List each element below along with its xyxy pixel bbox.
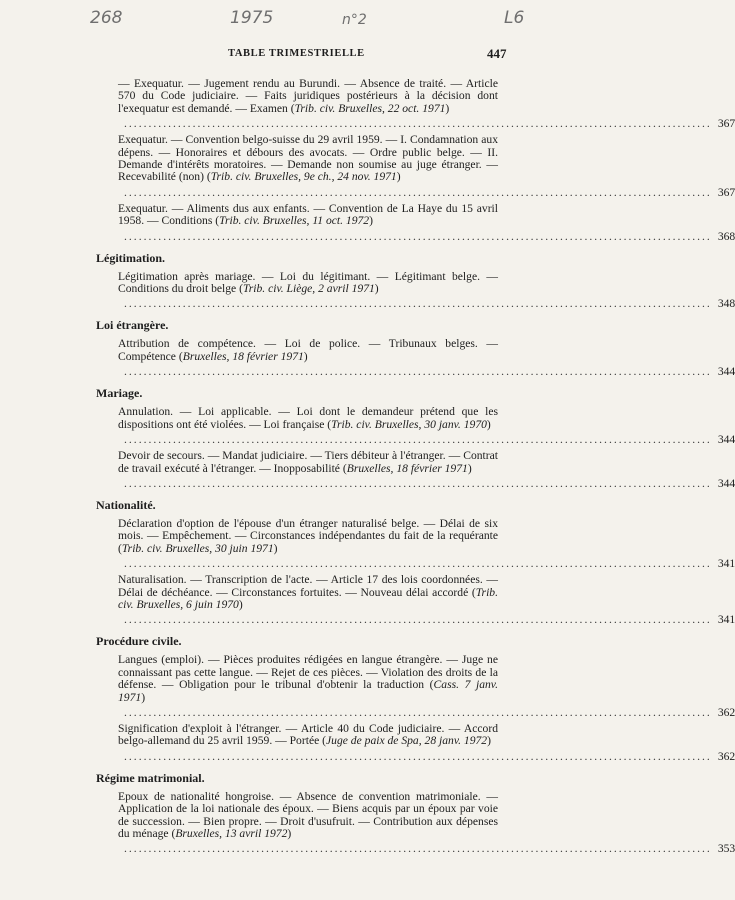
index-content — [96, 77, 735, 859]
dot-leader: ........................................................................................................................ — [124, 705, 712, 719]
section-heading: Mariage. — [96, 386, 143, 401]
citation-close: ) — [369, 214, 373, 228]
index-section — [96, 497, 735, 627]
citation-open: ( — [206, 170, 211, 184]
handwritten-note: 268 — [90, 8, 123, 28]
index-entry — [96, 133, 735, 199]
index-section — [96, 318, 735, 379]
entry-text — [96, 791, 506, 841]
dot-leader: ........................................................................................................................ — [124, 229, 712, 243]
entry-citation: Cass. 7 janv. 1971 — [118, 678, 498, 704]
entry-text — [96, 203, 506, 228]
index-entry — [96, 653, 735, 719]
handwritten-note: n°2 — [342, 12, 367, 28]
index-section — [96, 770, 735, 856]
dot-leader: ........................................................................................................................ — [124, 297, 712, 311]
page-reference-line — [96, 229, 735, 243]
index-entry — [96, 721, 735, 763]
citation-close: ) — [141, 690, 146, 704]
entry-text — [96, 574, 506, 611]
page-reference-line — [96, 117, 735, 131]
entry-citation: Trib. civ. Bruxelles, 6 juin 1970 — [118, 585, 498, 611]
citation-open: ( — [118, 541, 122, 555]
entry-page-number: 341 — [717, 557, 735, 571]
citation-close: ) — [287, 827, 292, 840]
entry-citation: Juge de paix de Spa, 28 janv. 1972 — [326, 734, 488, 748]
index-section — [96, 634, 735, 763]
entry-citation: Trib. civ. Liège, 2 avril 1971 — [242, 282, 375, 296]
citation-open: ( — [327, 417, 332, 431]
entry-body: Langues (emploi). — Pièces produites rédigées en langue étrangère. — Juge ne connaissant pas cette langue. — Rejet de ces pièces. — Violation des droits de la défense. — Obligation pour le tribunal d'obtenir la traduction — [118, 653, 498, 692]
citation-close: ) — [467, 461, 472, 475]
index-section — [96, 77, 735, 243]
entry-body: Attribution de compétence. — Loi de police. — Tribunaux belges. — Compétence — [118, 337, 498, 363]
entry-page-number: 341 — [717, 613, 735, 627]
citation-open: ( — [178, 349, 183, 363]
page-reference-line — [96, 705, 735, 719]
entry-citation: Trib. civ. Bruxelles, 30 juin 1971 — [121, 541, 274, 555]
entry-text — [96, 654, 506, 704]
running-head: TABLE TRIMESTRIELLE — [228, 48, 365, 59]
index-entry — [96, 269, 735, 311]
entry-body: Exequatur. — Convention belgo-suisse du 29 avril 1959. — I. Condamnation aux dépens. — Honoraires et débours des avocats. — Ordre public belge. — II. Demande d'intérêts moratoires. — Demande non soumise au juge étranger. — Recevabilité (non) — [118, 133, 498, 184]
entry-citation: Trib. civ. Bruxelles, 30 janv. 1970 — [331, 417, 487, 431]
citation-close: ) — [445, 101, 450, 115]
entry-citation: Bruxelles, 18 février 1971 — [346, 461, 468, 475]
dot-leader: ........................................................................................................................ — [124, 613, 712, 627]
index-entry — [96, 789, 735, 856]
page-reference-line — [96, 433, 735, 447]
citation-close: ) — [238, 597, 243, 611]
index-entry — [96, 77, 735, 131]
page-reference-line — [96, 365, 735, 379]
dot-leader: ........................................................................................................................ — [124, 749, 712, 763]
dot-leader: ........................................................................................................................ — [124, 433, 712, 447]
section-heading: Régime matrimonial. — [96, 770, 205, 785]
index-entry — [96, 516, 735, 571]
entry-citation: Bruxelles, 13 avril 1972 — [175, 827, 288, 840]
entry-body: Déclaration d'option de l'épouse d'un étranger naturalisé belge. — Délai de six mois. — Empêchement. — Circonstances indépendantes du fait de la requérante — [118, 516, 498, 543]
page-reference-line — [96, 749, 735, 763]
entry-text — [96, 338, 506, 363]
index-entry — [96, 201, 735, 243]
citation-close: ) — [273, 541, 278, 555]
entry-body: Légitimation après mariage. — Loi du légitimant. — Légitimant belge. — Conditions du droit belge — [118, 269, 498, 296]
index-section — [96, 250, 735, 311]
entry-citation: Trib. civ. Bruxelles, 11 oct. 1972 — [219, 214, 370, 228]
entry-page-number: 367 — [717, 117, 735, 131]
index-entry — [96, 449, 735, 490]
entry-body: Epoux de nationalité hongroise. — Absence de convention matrimoniale. — Application de la loi nationale des époux. — Biens acquis par un époux par voie de succession. — Bien propre. — Droit d'usufruit. — Contribution aux dépenses du ménage — [118, 789, 498, 840]
entry-citation: Trib. civ. Bruxelles, 9e ch., 24 nov. 1971 — [210, 170, 397, 184]
entry-body: Signification d'exploit à l'étranger. — Article 40 du Code judiciaire. — Accord belgo-allemand du 25 avril 1959. — Portée — [118, 721, 498, 748]
citation-close: ) — [486, 417, 491, 431]
entry-text — [96, 450, 506, 475]
page-number: 447 — [487, 46, 507, 61]
entry-text — [96, 723, 506, 748]
dot-leader: ........................................................................................................................ — [124, 117, 712, 131]
entry-citation: Trib. civ. Bruxelles, 22 oct. 1971 — [294, 101, 446, 115]
handwritten-note: 1975 — [230, 8, 274, 28]
page-reference-line — [96, 476, 735, 490]
citation-close: ) — [396, 170, 401, 184]
entry-body: Naturalisation. — Transcription de l'acte. — Article 17 des lois coordonnées. — Délai de déchéance. — Circonstances fortuites. — Nouveau délai accordé — [118, 573, 498, 599]
index-section — [96, 386, 735, 490]
entry-text — [96, 406, 506, 431]
page-reference-line — [96, 842, 735, 856]
handwritten-note: L6 — [504, 8, 525, 28]
page-reference-line — [96, 557, 735, 571]
section-heading: Loi étrangère. — [96, 318, 169, 333]
citation-close: ) — [303, 349, 308, 363]
page-reference-line — [96, 185, 735, 199]
entry-page-number: 348 — [717, 297, 735, 311]
citation-open: ( — [239, 282, 243, 296]
entry-page-number: 353 — [717, 842, 735, 856]
entry-text — [96, 78, 506, 115]
citation-close: ) — [487, 734, 491, 748]
entry-body: — Exequatur. — Jugement rendu au Burundi. — Absence de traité. — Article 570 du Code judiciaire. — Faits juridiques postérieurs à la décision dont l'exequatur est demandé. — Examen — [118, 77, 498, 115]
citation-open: ( — [322, 734, 327, 748]
citation-open: ( — [290, 101, 295, 115]
section-heading: Procédure civile. — [96, 634, 182, 649]
index-entry — [96, 573, 735, 627]
entry-text — [96, 518, 506, 555]
entry-body: Exequatur. — Aliments dus aux enfants. — Convention de La Haye du 15 avril 1958. — Conditions — [118, 201, 498, 228]
entry-page-number: 344 — [717, 433, 735, 447]
entry-page-number: 362 — [717, 705, 735, 719]
index-entry — [96, 405, 735, 447]
dot-leader: ........................................................................................................................ — [124, 842, 712, 856]
citation-open: ( — [429, 678, 434, 692]
entry-text — [96, 271, 506, 296]
citation-open: ( — [342, 461, 347, 475]
entry-page-number: 367 — [717, 185, 735, 199]
citation-open: ( — [471, 585, 476, 599]
index-entry — [96, 337, 735, 379]
citation-open: ( — [215, 214, 220, 228]
citation-close: ) — [374, 282, 379, 296]
dot-leader: ........................................................................................................................ — [124, 365, 712, 379]
entry-body: Annulation. — Loi applicable. — Loi dont le demandeur prétend que les dispositions ont été violées. — Loi française — [118, 405, 498, 431]
section-heading: Nationalité. — [96, 497, 156, 512]
entry-page-number: 344 — [717, 365, 735, 379]
citation-open: ( — [171, 827, 176, 840]
dot-leader: ........................................................................................................................ — [124, 476, 712, 490]
entry-citation: Bruxelles, 18 février 1971 — [182, 349, 304, 363]
entry-page-number: 368 — [717, 229, 735, 243]
section-heading: Légitimation. — [96, 250, 165, 265]
entry-page-number: 362 — [717, 749, 735, 763]
page-reference-line — [96, 613, 735, 627]
dot-leader: ........................................................................................................................ — [124, 557, 712, 571]
dot-leader: ........................................................................................................................ — [124, 185, 712, 199]
page-reference-line — [96, 297, 735, 311]
entry-text — [96, 134, 506, 184]
entry-page-number: 344 — [717, 476, 735, 490]
entry-body: Devoir de secours. — Mandat judiciaire. — Tiers débiteur à l'étranger. — Contrat de travail exécuté à l'étranger. — Inopposabilité — [118, 449, 498, 475]
